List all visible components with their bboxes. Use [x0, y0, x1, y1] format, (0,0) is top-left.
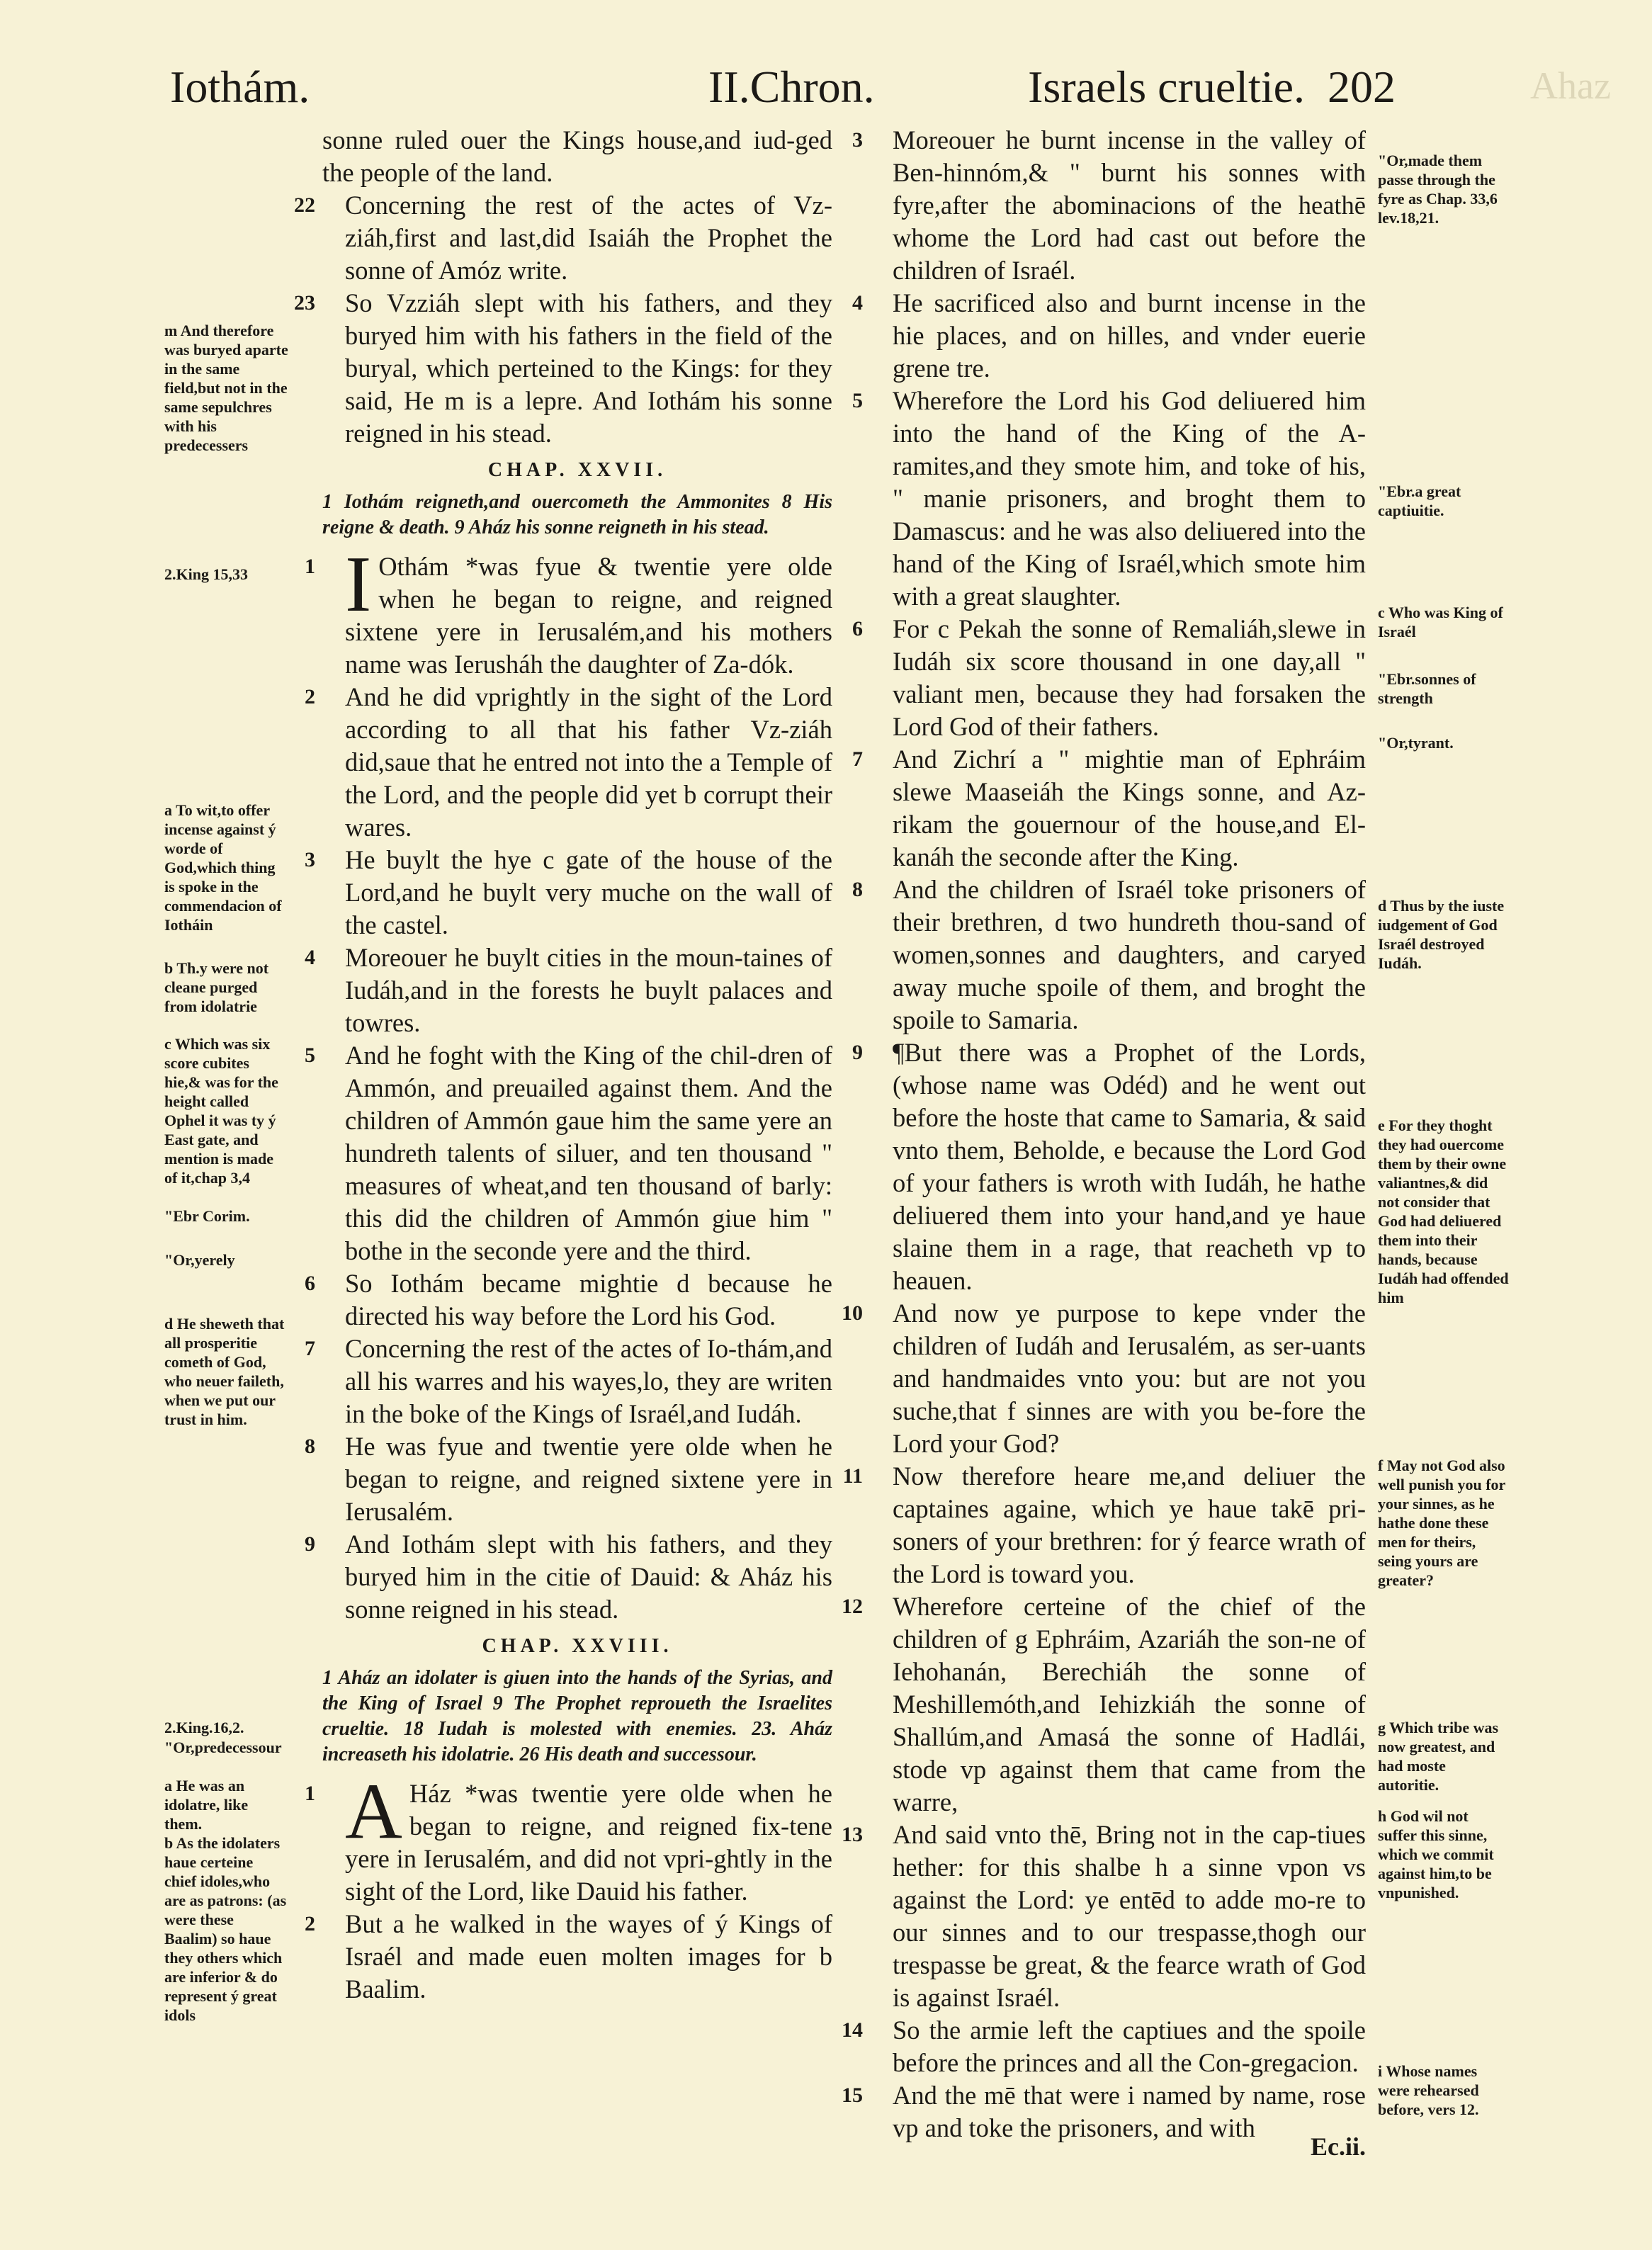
margin-note: b Th.y were not cleane purged from idolatrie — [164, 959, 269, 1015]
margin-note: d Thus by the iuste iudgement of God Israél destroyed Iudáh. — [1378, 897, 1505, 972]
verse-number: 1 — [305, 555, 315, 578]
header-left-title: Iothám. — [170, 62, 310, 112]
page-header — [170, 55, 1396, 119]
verse — [305, 1528, 832, 1626]
verse-number: 7 — [305, 1337, 315, 1360]
verse-text: Wherefore certeine of the chief of the children of g Ephráim, Azariáh the son-ne of Iehohanán, Berechiáh the sonne of Meshillemóth,and Iehizkiáh the sonne of Shallúm,and Amasá the sonne of Hadlái, stode vp against them that came from the warre, — [893, 1592, 1366, 1816]
margin-note: m And therefore was buryed aparte in the same field,but not in the same sepulchres with his predecessers — [164, 322, 288, 454]
verse — [305, 844, 832, 942]
verse — [842, 1460, 1366, 1590]
margin-note: d He sheweth that all prosperitie cometh of God, who neuer faileth, when we put our trust in him. — [164, 1315, 285, 1428]
verse-text: Moreouer he burnt incense in the valley of Ben-hinnóm,& " burnt his sonnes with fyre,after the abominacions of the heathē whome the Lord had cast out before the children of Israél. — [893, 125, 1366, 285]
page-number: 202 — [1328, 62, 1396, 112]
verse — [305, 1333, 832, 1430]
verse — [852, 287, 1366, 385]
verse-text: Moreouer he buylt cities in the moun-taines of Iudáh,and in the forests he buylt palaces and towres. — [345, 943, 832, 1037]
verse-text: He sacrificed also and burnt incense in the hie places, and on hilles, and vnder euerie grene tre. — [893, 288, 1366, 383]
margin-note: a He was an idolatre, like them. — [164, 1777, 249, 1833]
verse-number: 14 — [842, 2018, 863, 2042]
verse — [305, 1039, 832, 1267]
verse — [294, 189, 832, 287]
verse — [305, 541, 832, 681]
right-margin-notes — [1378, 124, 1509, 2193]
verse-number: 6 — [305, 1272, 315, 1295]
verse — [842, 2014, 1366, 2079]
verse-text: Concerning the rest of the actes of Vz-ziáh,first and last,did Isaiáh the Prophet the sonne of Amóz write. — [345, 191, 832, 285]
verse-text: But a he walked in the wayes of ý Kings of Israél and made euen molten images for b Baalim. — [345, 1909, 832, 2003]
verse-text: And the mē that were i named by name, rose vp and toke the prisoners, and with — [893, 2081, 1366, 2142]
chapter-heading: CHAP. XXVIII. — [482, 1635, 673, 1657]
margin-note: 2.King 15,33 — [164, 565, 248, 583]
verse-text: ¶But there was a Prophet of the Lords, (whose name was Odéd) and he went out before the hoste that came to Samaria, & said vnto them, Beholde, e because the Lord God of your fathers is wroth with Iudáh, he hathe deliuered them into your hand,and ye haue slaine them in a rage, that reacheth vp to heauen. — [893, 1038, 1366, 1295]
left-margin-notes — [164, 124, 288, 2193]
verse-text: And the children of Israél toke prisoners of their brethren, d two hundreth thou-sand of women,sonnes and daughters, and caryed away muche spoile of them, and broght the spoile to Samaria. — [893, 875, 1366, 1034]
margin-note: e For they thoght they had ouercome them by their owne valiantnes,& did not consider that God had deliuered them into their hands, because Iudáh had offended him — [1378, 1116, 1509, 1306]
verse-text: Concerning the rest of the actes of Io-thám,and all his warres and his wayes,lo, they are writen in the boke of the Kings of Israél,and Iudáh. — [345, 1334, 832, 1428]
drop-cap: I — [345, 541, 372, 628]
verse-text: For c Pekah the sonne of Remaliáh,slewe in Iudáh six score thousand in one day,all " valiant men, because they had forsaken the Lord God of their fathers. — [893, 614, 1366, 741]
margin-note: i Whose names were rehearsed before, vers 12. — [1378, 2062, 1479, 2118]
verse-text: And said vnto thē, Bring not in the cap-tiues hether: for this shalbe h a sinne vpon vs against the Lord: ye entēd to adde mo-re to our sinnes and to our trespasse,thogh our trespasse be great, & the fearce wrath of God is against Israél. — [893, 1820, 1366, 2012]
verse-text: He buylt the hye c gate of the house of the Lord,and he buylt very muche on the wall of the castel. — [345, 845, 832, 939]
verse-number: 11 — [842, 1464, 863, 1488]
verse-text: Wherefore the Lord his God deliuered him into the hand of the King of the A-ramites,and they smote him, and toke of his, " manie prisoners, and broght them to Damascus: and he was also deliuered into the hand of the King of Israél,which smote him with a great slaughter. — [893, 386, 1366, 611]
verse-text: And he foght with the King of the chil-dren of Ammón, and preuailed against them. And the children of Ammón gaue him the same yere an hundreth talents of siluer, and ten thousand " measures of wheat,and ten thousand of barly: this did the children of Ammón giue him " bothe in the seconde yere and the third. — [345, 1041, 832, 1265]
header-book-title: II.Chron. — [708, 62, 875, 112]
verse-number: 2 — [305, 1912, 315, 1935]
margin-note: "Or,predecessour — [164, 1739, 282, 1756]
verse-text: And Zichrí a " mightie man of Ephráim slewe Maaseiáh the Kings sonne, and Az-rikam the gouernour of the house,and El-kanáh the seconde after the King. — [893, 745, 1366, 871]
verse — [305, 1908, 832, 2006]
chapter-argument: 1 Iothám reigneth,and ouercometh the Ammonites 8 His reigne & death. 9 Aház his sonne reigneth in his stead. — [322, 491, 832, 538]
verse — [842, 1297, 1366, 1460]
verse — [305, 1267, 832, 1333]
chapter-argument: 1 Aház an idolater is giuen into the hands of the Syrias, and the King of Israel 9 The Prophet reproueth the Israelites crueltie. 18 Iudah is molested with enemies. 23. Aház increaseth his idolatrie. 26 His death and successour. — [322, 1667, 832, 1765]
margin-note: h God wil not suffer this sinne, which we commit against him,to be vnpunished. — [1378, 1807, 1494, 1901]
verse-number: 3 — [305, 848, 315, 871]
verse-text: So the armie left the captiues and the spoile before the princes and all the Con-gregacion. — [893, 2016, 1366, 2077]
margin-note: "Or,tyrant. — [1378, 734, 1454, 752]
verse-number: 5 — [852, 389, 863, 412]
verse-text: So Vzziáh slept with his fathers, and they buryed him with his fathers in the field of the buryal, which perteined to the Kings: for they said, He m is a lepre. And Iothám his sonne reigned in his stead. — [345, 288, 832, 448]
verse-number: 13 — [842, 1823, 863, 1846]
ghost-show-through-text: Ahaz — [1530, 64, 1611, 107]
verse-text: And he did vprightly in the sight of the Lord according to all that his father Vz-ziáh did,saue that he entred not into the a Temple of the Lord, and the people did yet b corrupt their wares. — [345, 682, 832, 842]
margin-note: a To wit,to offer incense against ý worde of God,which thing is spoke in the commendacion of Iotháin — [164, 801, 282, 934]
verse — [852, 385, 1366, 613]
verse-number: 10 — [842, 1301, 863, 1325]
verse-number: 9 — [305, 1532, 315, 1556]
verse-text: And Iothám slept with his fathers, and they buryed him in the citie of Dauid: & Aház his sonne reigned in his stead. — [345, 1530, 832, 1624]
verse-number: 3 — [852, 128, 863, 152]
verse-number: 8 — [305, 1435, 315, 1458]
margin-note: g Which tribe was now greatest, and had moste autoritie. — [1378, 1719, 1499, 1794]
margin-note: "Or,yerely — [164, 1251, 235, 1269]
verse-text: So Iothám became mightie d because he directed his way before the Lord his God. — [345, 1269, 832, 1330]
verse — [305, 1768, 832, 1908]
verse — [305, 942, 832, 1039]
running-title: Israels crueltie. — [1028, 62, 1305, 112]
verse — [294, 287, 832, 450]
verse-continuation: sonne ruled ouer the Kings house,and iud-ged the people of the land. — [322, 125, 832, 187]
right-text-column — [842, 124, 1366, 2193]
verse-number: 5 — [305, 1044, 315, 1067]
catchword: Ec.ii. — [1311, 2132, 1366, 2161]
verse — [305, 1430, 832, 1528]
margin-note: c Which was six score cubites hie,& was for the height called Ophel it was ty ý East gate, and mention is made of it,chap 3,4 — [164, 1035, 278, 1187]
verse-number: 2 — [305, 685, 315, 708]
verse — [842, 1590, 1366, 1819]
verse-number: 6 — [852, 617, 863, 640]
verse — [842, 1819, 1366, 2014]
verse-text: Ház *was twentie yere olde when he began to reigne, and reigned fix-tene yere in Ierusalém, and did not vpri-ghtly in the sight of the Lord, like Dauid his father. — [345, 1779, 832, 1906]
verse-text: Othám *was fyue & twentie yere olde when he began to reigne, and reigned sixtene yere in Ierusalém,and his mothers name was Ierusháh the daughter of Za-dók. — [345, 552, 832, 679]
margin-note: f May not God also well punish you for your sinnes, as he hathe done these men for theirs, seing yours are greater? — [1378, 1457, 1505, 1589]
margin-note: b As the idolaters haue certeine chief idoles,who are as patrons: (as were these Baalim) so haue they others which are inferior & do represent ý great idols — [164, 1834, 287, 2024]
verse-text: He was fyue and twentie yere olde when he began to reigne, and reigned sixtene yere in Ierusalém. — [345, 1432, 832, 1526]
margin-note: "Or,made them passe through the fyre as Chap. 33,6 lev.18,21. — [1378, 152, 1498, 227]
verse — [852, 874, 1366, 1036]
verse-number: 7 — [852, 747, 863, 771]
margin-note: 2.King.16,2. — [164, 1719, 244, 1736]
verse — [852, 613, 1366, 743]
drop-cap: A — [345, 1768, 402, 1855]
verse-number: 4 — [305, 946, 315, 969]
verse-number: 15 — [842, 2084, 863, 2107]
margin-note: "Ebr.sonnes of strength — [1378, 670, 1476, 707]
margin-note: "Ebr Corim. — [164, 1207, 250, 1225]
verse-number: 23 — [294, 291, 315, 315]
chapter-heading: CHAP. XXVII. — [487, 459, 667, 481]
verse-number: 22 — [294, 193, 315, 217]
verse — [305, 681, 832, 844]
verse-number: 9 — [852, 1041, 863, 1064]
verse — [852, 124, 1366, 287]
verse — [842, 2079, 1366, 2144]
margin-note: c Who was King of Israél — [1378, 604, 1503, 640]
margin-note: "Ebr.a great captiuitie. — [1378, 482, 1461, 519]
header-running-title — [1028, 55, 1396, 119]
left-text-column — [294, 124, 832, 2193]
verse-number: 4 — [852, 291, 863, 315]
verse-text: And now ye purpose to kepe vnder the children of Iudáh and Ierusalém, as ser-uants and handmaides vnto you: but are not you suche,that f sinnes are with you be-fore the Lord your God? — [893, 1299, 1366, 1458]
verse — [852, 1036, 1366, 1297]
verse-number: 8 — [852, 878, 863, 901]
verse — [852, 743, 1366, 874]
verse-number: 1 — [305, 1782, 315, 1805]
verse-number: 12 — [842, 1595, 863, 1618]
verse-text: Now therefore heare me,and deliuer the captaines againe, which ye haue takē pri-soners of your brethren: for ý fearce wrath of the Lord is toward you. — [893, 1462, 1366, 1588]
